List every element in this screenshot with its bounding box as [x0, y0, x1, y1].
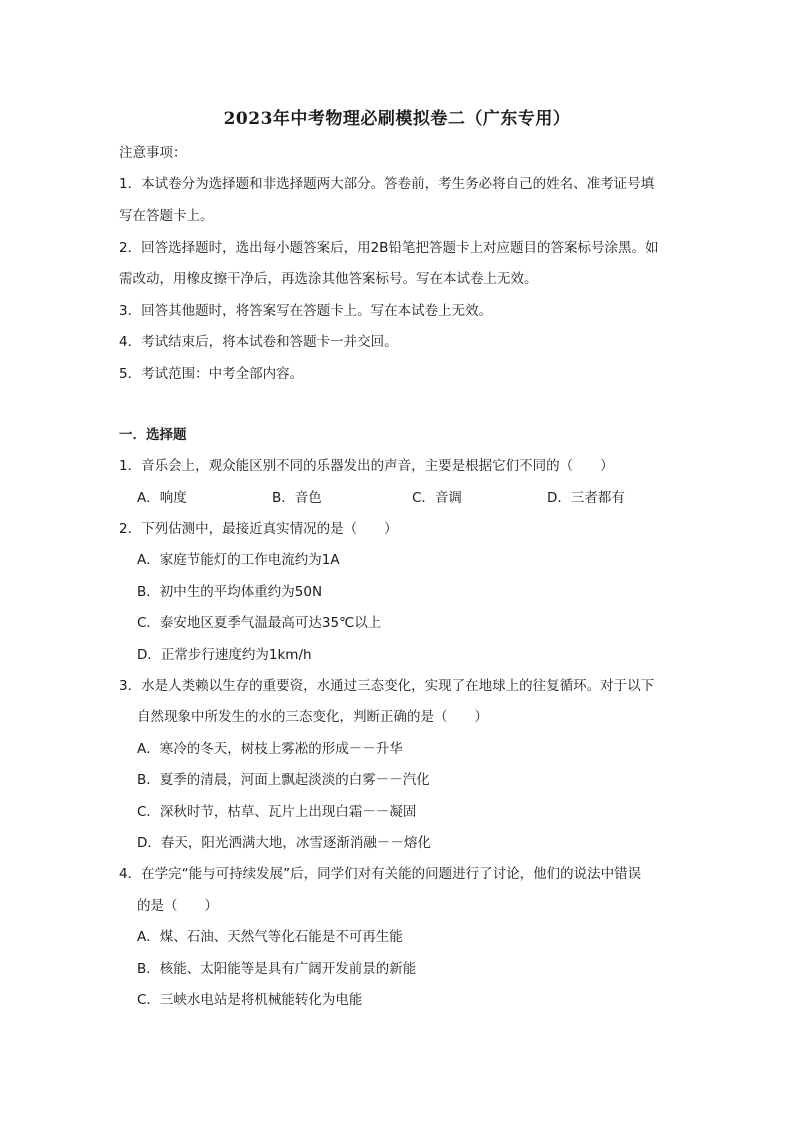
question-3-stem: 3．水是人类赖以生存的重要资，水通过三态变化，实现了在地球上的往复循环。对于以下: [119, 678, 655, 694]
notice-item-2-line1: 2．回答选择题时，选出每小题答案后，用2B铅笔把答题卡上对应题目的答案标号涂黑。如: [119, 240, 659, 256]
question-1-stem: 1．音乐会上，观众能区别不同的乐器发出的声音，主要是根据它们不同的（ ）: [119, 458, 614, 474]
question-2-option-a: A．家庭节能灯的工作电流约为1A: [137, 552, 340, 568]
question-4-stem-cont: 的是（ ）: [137, 898, 218, 914]
question-3-stem-cont: 自然现象中所发生的水的三态变化，判断正确的是（ ）: [137, 709, 488, 725]
question-1-option-c: C．音调: [412, 490, 462, 506]
question-1-option-a: A．响度: [137, 490, 187, 506]
question-4-option-b: B．核能、太阳能等是具有广阔开发前景的新能: [137, 961, 417, 977]
question-2-option-b: B．初中生的平均体重约为50N: [137, 584, 323, 600]
notice-item-1-line2: 写在答题卡上。: [119, 208, 214, 224]
question-4-option-c: C．三峡水电站是将机械能转化为电能: [137, 992, 363, 1008]
question-2-option-d: D．正常步行速度约为1km/h: [137, 647, 312, 663]
notice-item-2-line2: 需改动，用橡皮擦干净后，再选涂其他答案标号。写在本试卷上无效。: [119, 271, 538, 287]
question-4-option-a: A．煤、石油、天然气等化石能是不可再生能: [137, 929, 403, 945]
notice-item-4: 4．考试结束后，将本试卷和答题卡一并交回。: [119, 334, 398, 350]
question-4-stem: 4．在学完“能与可持续发展”后，同学们对有关能的问题进行了讨论，他们的说法中错误: [119, 866, 642, 882]
section-heading: 一．选择题: [119, 427, 187, 443]
question-3-option-c: C．深秋时节，枯草、瓦片上出现白霜－－凝固: [137, 804, 417, 820]
notice-heading: 注意事项：: [119, 145, 187, 161]
question-2-stem: 2．下列估测中，最接近真实情况的是（ ）: [119, 521, 398, 537]
exam-title: 2023年中考物理必刷模拟卷二（广东专用）: [223, 109, 571, 129]
notice-item-1-line1: 1．本试卷分为选择题和非选择题两大部分。答卷前，考生务必将自己的姓名、准考证号填: [119, 176, 655, 192]
question-1-option-b: B．音色: [272, 490, 322, 506]
question-3-option-a: A．寒冷的冬天，树枝上雾凇的形成－－升华: [137, 741, 403, 757]
question-2-option-c: C．泰安地区夏季气温最高可达35℃以上: [137, 615, 382, 631]
notice-item-5: 5．考试范围：中考全部内容。: [119, 366, 304, 382]
question-3-option-d: D．春天，阳光洒满大地，冰雪逐渐消融－－熔化: [137, 835, 431, 851]
notice-item-3: 3．回答其他题时，将答案写在答题卡上。写在本试卷上无效。: [119, 303, 493, 319]
question-3-option-b: B．夏季的清晨，河面上飘起淡淡的白雾－－汽化: [137, 772, 430, 788]
question-1-option-d: D．三者都有: [547, 490, 625, 506]
